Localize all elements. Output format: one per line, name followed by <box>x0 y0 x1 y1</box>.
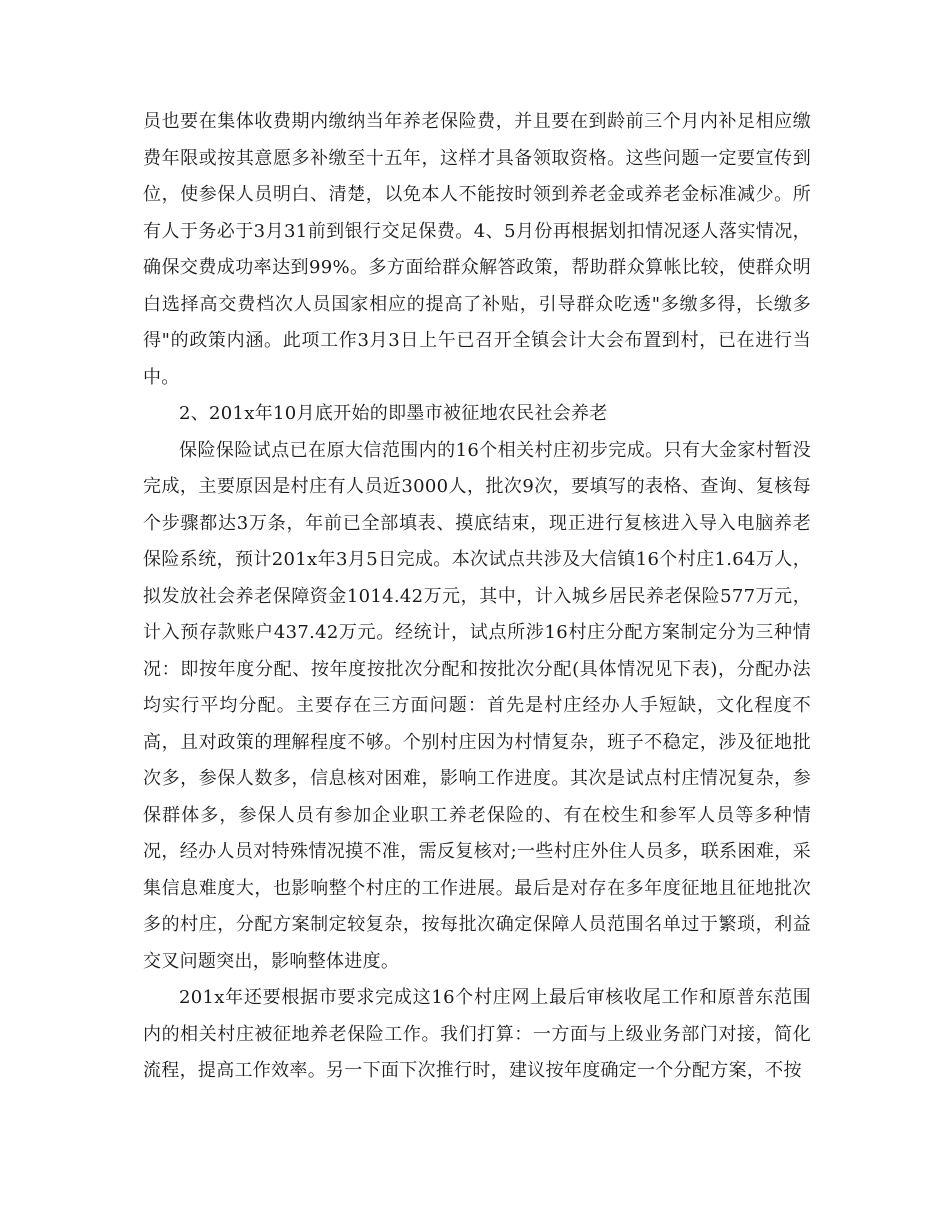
paragraph-pilot-insurance: 保险保险试点已在原大信范围内的16个相关村庄初步完成。只有大金家村暂没完成，主要原因是村庄有人员近3000人，批次9次，要填写的表格、查询、复核每个步骤都达3万条，年前已全部填表、摸底结束，现正进行复核进入导入电脑养老保险系统，预计201x年3月5日完成。本次试点共涉及大信镇16个村庄1.64万人，拟发放社会养老保障资金1014.42万元，其中，计入城乡居民养老保险577万元，计入预存款账户437.42万元。经统计，试点所涉16村庄分配方案制定分为三种情况：即按年度分配、按年度按批次分配和按批次分配(具体情况见下表)，分配办法均实行平均分配。主要存在三方面问题：首先是村庄经办人手短缺，文化程度不高，且对政策的理解程度不够。个别村庄因为村情复杂，班子不稳定，涉及征地批次多，参保人数多，信息核对困难，影响工作进度。其次是试点村庄情况复杂，参保群体多，参保人员有参加企业职工养老保险的、有在校生和参军人员等多种情况，经办人员对特殊情况摸不准，需反复核对;一些村庄外住人员多，联系困难，采集信息难度大，也影响整个村庄的工作进展。最后是对存在多年度征地且征地批次多的村庄，分配方案制定较复杂，按每批次确定保障人员范围名单过于繁琐，利益交叉问题突出，影响整体进度。 <box>143 439 811 972</box>
paragraph-future-plan: 201x年还要根据市要求完成这16个村庄网上最后审核收尾工作和原普东范围内的相关村庄被征地养老保险工作。我们打算：一方面与上级业务部门对接，简化流程，提高工作效率。另一下面下次推行时，建议按年度确定一个分配方案，不按 <box>143 987 811 1081</box>
section-heading: 2、201x年10月底开始的即墨市被征地农民社会养老 <box>179 403 608 424</box>
paragraph-continuation: 员也要在集体收费期内缴纳当年养老保险费，并且要在到龄前三个月内补足相应缴费年限或按其意愿多补缴至十五年，这样才具备领取资格。这些问题一定要宣传到位，使参保人员明白、清楚，以免本人不能按时领到养老金或养老金标准减少。所有人于务必于3月31前到银行交足保费。4、5月份再根据划扣情况逐人落实情况，确保交费成功率达到99%。多方面给群众解答政策，帮助群众算帐比较，使群众明白选择高交费档次人员国家相应的提高了补贴，引导群众吃透"多缴多得，长缴多得"的政策内涵。此项工作3月3日上午已召开全镇会计大会布置到村，已在进行当中。 <box>143 111 811 388</box>
document-page <box>143 104 811 1090</box>
